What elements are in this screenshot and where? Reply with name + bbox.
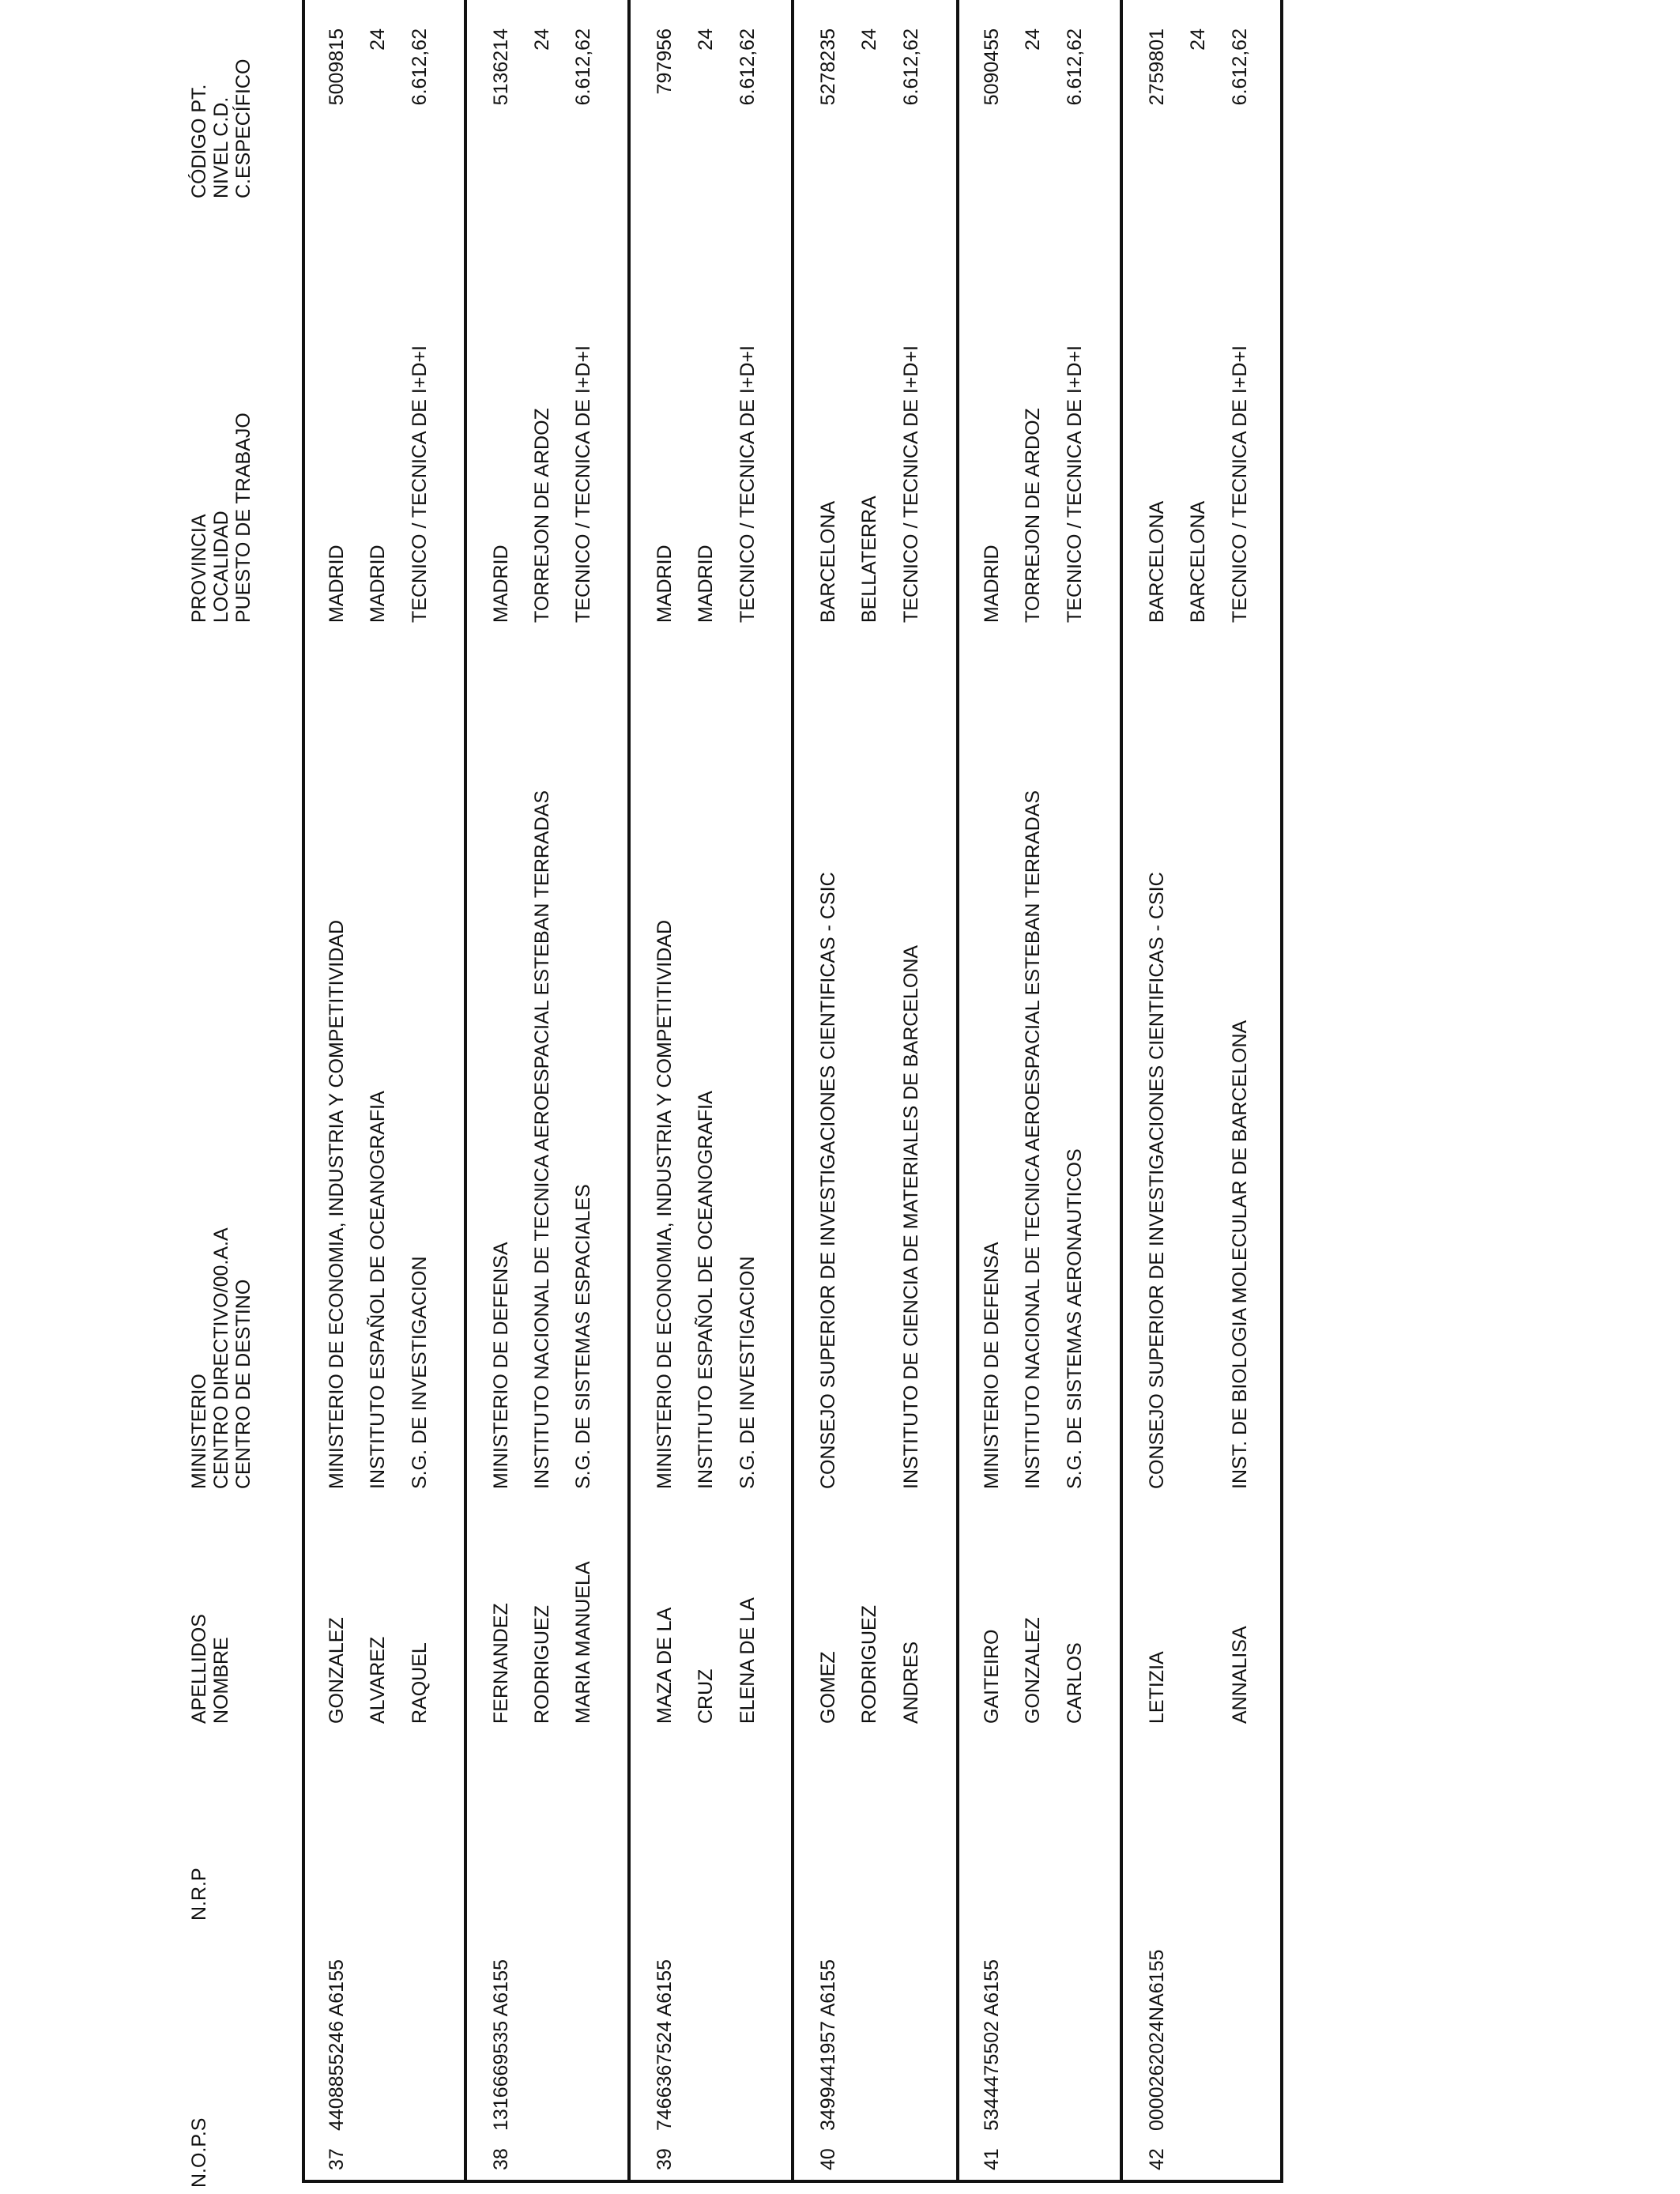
cell-provincia: BARCELONA: [1146, 500, 1168, 623]
cell-ministerio: MINISTERIO DE DEFENSA: [981, 1242, 1003, 1489]
cell-puesto: TECNICO / TECNICA DE I+D+I: [736, 345, 759, 623]
cell-centro-destino: S.G. DE SISTEMAS AERONAUTICOS: [1064, 1148, 1086, 1489]
cell-nops: 37: [326, 2148, 348, 2170]
cell-ministerio: CONSEJO SUPERIOR DE INVESTIGACIONES CIENTIFICAS - CSIC: [817, 872, 839, 1489]
cell-centro-destino: INSTITUTO DE CIENCIA DE MATERIALES DE BARCELONA: [900, 944, 922, 1489]
cell-apellido1: LETIZIA: [1146, 1651, 1168, 1724]
cell-especifico: 6.612,62: [572, 28, 594, 106]
cell-nivel: 24: [858, 28, 880, 51]
cell-especifico: 6.612,62: [409, 28, 431, 106]
cell-nops: 38: [490, 2148, 512, 2170]
cell-nrp: 1316669535 A6155: [490, 1959, 512, 2131]
cell-nivel: 24: [695, 28, 717, 51]
cell-especifico: 6.612,62: [1229, 28, 1251, 106]
cell-apellido2: RODRIGUEZ: [531, 1605, 553, 1724]
header-especifico: C.ESPECÍFICO: [232, 58, 254, 198]
header-provincia: PROVINCIA: [188, 514, 210, 623]
cell-ministerio: MINISTERIO DE ECONOMIA, INDUSTRIA Y COMPETITIVIDAD: [654, 920, 676, 1489]
cell-nombre: ANDRES: [900, 1641, 922, 1724]
header-nrp: N.R.P: [188, 1868, 210, 1921]
cell-codigo: 2759801: [1146, 28, 1168, 106]
cell-especifico: 6.612,62: [1064, 28, 1086, 106]
cell-centro-directivo: INSTITUTO NACIONAL DE TECNICA AEROESPACIAL ESTEBAN TERRADAS: [1022, 790, 1044, 1489]
cell-apellido2: ALVAREZ: [367, 1636, 389, 1724]
cell-puesto: TECNICO / TECNICA DE I+D+I: [572, 345, 594, 623]
cell-nivel: 24: [367, 28, 389, 51]
cell-codigo: 5136214: [490, 28, 512, 106]
header-centro-directivo: CENTRO DIRECTIVO/00.A.A: [210, 1227, 232, 1489]
row-divider: [627, 0, 631, 2183]
row-divider: [791, 0, 794, 2183]
cell-apellido2: CRUZ: [695, 1668, 717, 1724]
cell-nombre: ANNALISA: [1229, 1626, 1251, 1724]
cell-nombre: RAQUEL: [409, 1642, 431, 1724]
cell-centro-directivo: INSTITUTO ESPAÑOL DE OCEANOGRAFIA: [367, 1091, 389, 1489]
cell-ministerio: CONSEJO SUPERIOR DE INVESTIGACIONES CIENTIFICAS - CSIC: [1146, 872, 1168, 1489]
cell-nivel: 24: [1187, 28, 1209, 51]
row-divider: [1120, 0, 1123, 2183]
cell-nivel: 24: [1022, 28, 1044, 51]
header-codigo: CÓDIGO PT.: [188, 84, 210, 198]
cell-nrp: 0000262024NA6155: [1146, 1949, 1168, 2131]
cell-codigo: 797956: [654, 28, 676, 95]
cell-provincia: MADRID: [326, 545, 348, 623]
cell-especifico: 6.612,62: [736, 28, 759, 106]
cell-apellido1: GOMEZ: [817, 1651, 839, 1724]
header-apellidos: APELLIDOS: [188, 1614, 210, 1724]
cell-nops: 39: [654, 2148, 676, 2170]
cell-localidad: TORREJON DE ARDOZ: [1022, 408, 1044, 623]
cell-centro-destino: INST. DE BIOLOGIA MOLECULAR DE BARCELONA: [1229, 1020, 1251, 1489]
cell-ministerio: MINISTERIO DE DEFENSA: [490, 1242, 512, 1489]
cell-apellido1: GAITEIRO: [981, 1629, 1003, 1724]
cell-especifico: 6.612,62: [900, 28, 922, 106]
cell-codigo: 5278235: [817, 28, 839, 106]
cell-provincia: MADRID: [654, 545, 676, 623]
cell-nops: 41: [981, 2148, 1003, 2170]
cell-apellido1: GONZALEZ: [326, 1617, 348, 1724]
cell-ministerio: MINISTERIO DE ECONOMIA, INDUSTRIA Y COMPETITIVIDAD: [326, 920, 348, 1489]
cell-centro-directivo: INSTITUTO NACIONAL DE TECNICA AEROESPACIAL ESTEBAN TERRADAS: [531, 790, 553, 1489]
header-localidad: LOCALIDAD: [210, 511, 232, 623]
header-centro-destino: CENTRO DE DESTINO: [232, 1279, 254, 1489]
header-nops: N.O.P.S: [188, 2117, 210, 2188]
cell-puesto: TECNICO / TECNICA DE I+D+I: [409, 345, 431, 623]
cell-nombre: ELENA DE LA: [736, 1597, 759, 1724]
header-nivel: NIVEL C.D.: [210, 96, 232, 198]
cell-nrp: 7466367524 A6155: [654, 1959, 676, 2131]
cell-nrp: 4408855246 A6155: [326, 1959, 348, 2131]
cell-centro-destino: S.G. DE INVESTIGACION: [409, 1256, 431, 1489]
cell-centro-directivo: INSTITUTO ESPAÑOL DE OCEANOGRAFIA: [695, 1091, 717, 1489]
cell-localidad: TORREJON DE ARDOZ: [531, 408, 553, 623]
cell-localidad: BELLATERRA: [858, 496, 880, 623]
cell-apellido1: FERNANDEZ: [490, 1603, 512, 1724]
cell-nombre: MARIA MANUELA: [572, 1561, 594, 1724]
cell-localidad: MADRID: [695, 545, 717, 623]
cell-apellido1: MAZA DE LA: [654, 1607, 676, 1724]
cell-nops: 40: [817, 2148, 839, 2170]
cell-nombre: CARLOS: [1064, 1642, 1086, 1724]
header-ministerio: MINISTERIO: [188, 1374, 210, 1489]
header-puesto: PUESTO DE TRABAJO: [232, 413, 254, 623]
header-nombre: NOMBRE: [210, 1637, 232, 1724]
cell-provincia: MADRID: [490, 545, 512, 623]
cell-apellido2: RODRIGUEZ: [858, 1605, 880, 1724]
row-divider: [464, 0, 467, 2183]
cell-centro-destino: S.G. DE INVESTIGACION: [736, 1256, 759, 1489]
cell-apellido2: GONZALEZ: [1022, 1617, 1044, 1724]
cell-puesto: TECNICO / TECNICA DE I+D+I: [1064, 345, 1086, 623]
cell-puesto: TECNICO / TECNICA DE I+D+I: [1229, 345, 1251, 623]
cell-codigo: 5090455: [981, 28, 1003, 106]
cell-localidad: BARCELONA: [1187, 500, 1209, 623]
cell-centro-destino: S.G. DE SISTEMAS ESPACIALES: [572, 1184, 594, 1489]
cell-nops: 42: [1146, 2148, 1168, 2170]
cell-nivel: 24: [531, 28, 553, 51]
cell-provincia: MADRID: [981, 545, 1003, 623]
cell-localidad: MADRID: [367, 545, 389, 623]
cell-codigo: 5009815: [326, 28, 348, 106]
row-divider: [956, 0, 959, 2183]
cell-nrp: 5344475502 A6155: [981, 1959, 1003, 2131]
cell-provincia: BARCELONA: [817, 500, 839, 623]
cell-puesto: TECNICO / TECNICA DE I+D+I: [900, 345, 922, 623]
cell-nrp: 3499441957 A6155: [817, 1959, 839, 2131]
